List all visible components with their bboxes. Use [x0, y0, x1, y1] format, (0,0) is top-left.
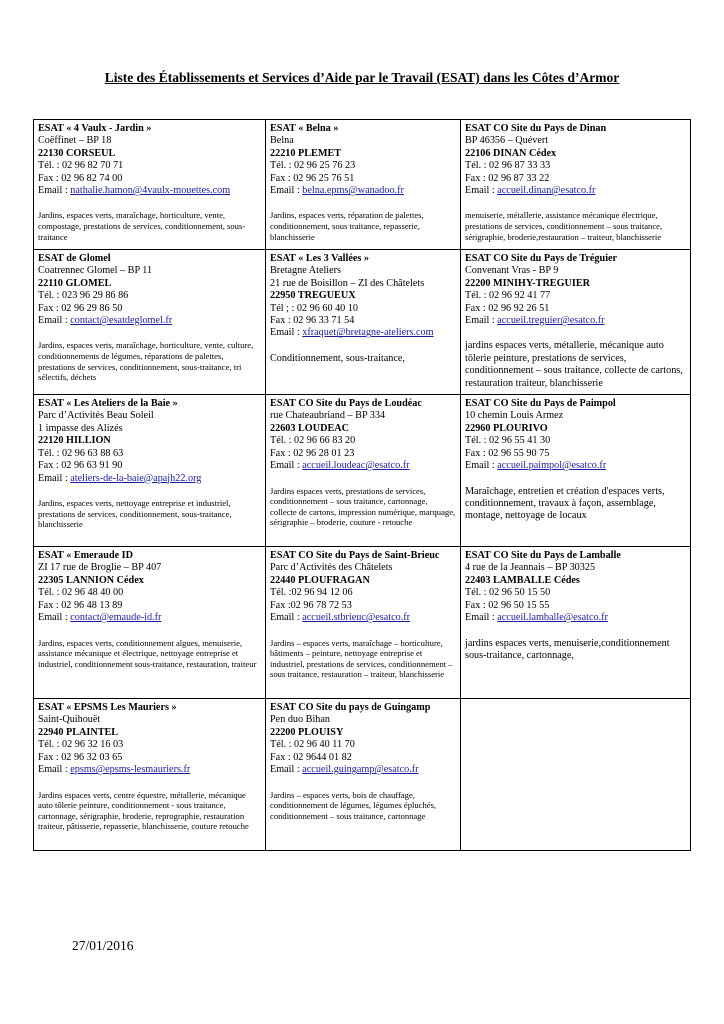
email-row — [465, 460, 686, 472]
address-line: Parc d’Activités des Châtelets — [270, 562, 393, 574]
postal-city: 22110 GLOMEL — [38, 277, 112, 289]
esat-cell — [266, 547, 461, 699]
email-link[interactable]: contact@esatdeglomel.fr — [70, 315, 173, 327]
activities-text: jardins espaces verts, métallerie, mécanique auto tôlerie peinture, prestations de services, conditionnement – sous traitance, collecte de cartons, restauration traiteur, blanchisserie — [465, 340, 683, 389]
email-row — [270, 612, 456, 624]
email-row — [270, 764, 456, 776]
activities-text: jardins espaces verts, menuiserie,conditionnement sous-traitance, cartonnage, — [465, 637, 670, 661]
address-line: Bretagne Ateliers — [270, 265, 342, 277]
email-label: Email : — [270, 460, 303, 472]
fax-number: Fax : 02 96 92 26 51 — [465, 302, 550, 314]
activities-text: Jardins, espaces verts, réparation de palettes, conditionnement, sous traitance, repasserie, blanchisserie — [270, 210, 424, 242]
email-link[interactable]: ateliers-de-la-baie@apajh22.org — [70, 472, 202, 484]
email-label: Email : — [465, 460, 498, 472]
activities-text: Jardins espaces verts, prestations de services, conditionnement – sous traitance, cartonnage, collecte de cartons, impression numérique, marquage, sérigraphie – broderie, couture - retouche — [270, 485, 456, 528]
phone-number: Tél. : 02 96 55 41 30 — [465, 435, 551, 447]
email-label: Email : — [38, 185, 71, 197]
email-row — [38, 473, 261, 485]
email-link[interactable]: accueil.treguier@esatco.fr — [497, 315, 605, 327]
phone-number: Tél. : 02 96 40 11 70 — [270, 739, 355, 751]
fax-number: Fax : 02 96 82 74 00 — [38, 172, 123, 184]
address-line: 21 rue de Boisillon – ZI des Châtelets — [270, 277, 425, 289]
esat-cell — [34, 120, 266, 250]
postal-city: 22960 PLOURIVO — [465, 422, 548, 434]
phone-number: Tél. : 023 96 29 86 86 — [38, 290, 129, 302]
fax-number: Fax : 02 9644 01 82 — [270, 751, 352, 763]
email-row — [270, 327, 456, 339]
email-link[interactable]: accueil.guingamp@esatco.fr — [302, 764, 419, 776]
phone-number: Tél. : 02 96 63 88 63 — [38, 447, 124, 459]
postal-city: 22603 LOUDEAC — [270, 422, 349, 434]
email-label: Email : — [270, 185, 303, 197]
postal-city: 22305 LANNION Cédex — [38, 574, 144, 586]
postal-city: 22440 PLOUFRAGAN — [270, 574, 370, 586]
table-row — [34, 547, 691, 699]
phone-number: Tél. : 02 96 32 16 03 — [38, 739, 124, 751]
activities-text: Jardins espaces verts, centre équestre, métallerie, mécanique auto tôlerie peinture, conditionnement - sous traitance, cartonnage, sérigraphie, broderie, reprographie, restauration traiteur, pâtisserie, repasserie, blanchisserie, couture retouche — [38, 789, 249, 832]
document-date: 27/01/2016 — [72, 938, 134, 953]
esat-name: ESAT de Glomel — [38, 253, 111, 264]
email-row — [38, 185, 261, 197]
email-row — [38, 764, 261, 776]
postal-city: 22200 PLOUISY — [270, 726, 344, 738]
fax-number: Fax : 02 96 87 33 22 — [465, 172, 550, 184]
postal-city: 22950 TREGUEUX — [270, 290, 356, 302]
activities-text: menuiserie, métallerie, assistance mécanique électrique, prestations de services, conditionnement – sous traitance, sérigraphie, broderie,restauration – traiteur, blanchisserie — [465, 210, 663, 242]
esat-name: ESAT CO Site du Pays de Lamballe — [465, 550, 621, 562]
esat-name: ESAT CO Site du Pays de Paimpol — [465, 398, 616, 410]
table-row — [34, 120, 691, 250]
esat-cell — [266, 699, 461, 851]
email-row — [38, 315, 261, 327]
address-line: 1 impasse des Alizés — [38, 422, 123, 434]
activities-text: Jardins, espaces verts, conditionnement algues, menuiserie, assistance mécanique et électrique, nettoyage entreprise et industriel, conditionnement sous-traitance, restauration, traiteur — [38, 637, 257, 669]
email-label: Email : — [38, 472, 71, 484]
phone-number: Tél. : 02 96 92 41 77 — [465, 290, 551, 302]
phone-number: Tél. : 02 96 50 15 50 — [465, 587, 551, 599]
phone-number: Tél. : 02 96 66 83 20 — [270, 435, 356, 447]
email-link[interactable]: accueil.stbrieuc@esatco.fr — [302, 612, 411, 624]
email-link[interactable]: nathalie.hamon@4vaulx-mouettes.com — [70, 185, 231, 197]
address-line: Saint-Quihouët — [38, 714, 101, 726]
email-label: Email : — [465, 185, 498, 197]
email-link[interactable]: accueil.paimpol@esatco.fr — [497, 460, 607, 472]
email-link[interactable]: accueil.dinan@esatco.fr — [497, 185, 596, 197]
address-line: rue Chateaubriand – BP 334 — [270, 410, 386, 422]
fax-number: Fax : 02 96 25 76 51 — [270, 172, 355, 184]
address-line: Coëffinet – BP 18 — [38, 135, 112, 147]
activities-text: Jardins – espaces verts, maraîchage – horticulture, bâtiments – peinture, nettoyage entreprise et industriel, prestations de services, conditionnement – sous traitance, restauration – traiteur, blanchisserie — [270, 637, 453, 680]
postal-city: 22403 LAMBALLE Cédes — [465, 574, 580, 586]
email-row — [270, 185, 456, 197]
phone-number: Tél ; : 02 96 60 40 10 — [270, 302, 359, 314]
address-line: 10 chemin Louis Armez — [465, 410, 564, 422]
email-label: Email : — [38, 764, 71, 776]
email-link[interactable]: accueil.lamballe@esatco.fr — [497, 612, 608, 624]
phone-number: Tél. : 02 96 82 70 71 — [38, 160, 124, 172]
fax-number: Fax : 02 96 50 15 55 — [465, 599, 550, 611]
email-link[interactable]: accueil.loudeac@esatco.fr — [302, 460, 410, 472]
esat-name: ESAT CO Site du Pays de Saint-Brieuc — [270, 550, 440, 562]
esat-cell — [34, 250, 266, 395]
email-label: Email : — [38, 612, 71, 624]
email-row — [270, 460, 456, 472]
esat-cell — [266, 250, 461, 395]
postal-city: 22210 PLEMET — [270, 147, 342, 159]
table-row — [34, 699, 691, 851]
esat-name: ESAT CO Site du Pays de Loudéac — [270, 398, 422, 410]
esat-name: ESAT « EPSMS Les Mauriers » — [38, 702, 177, 714]
esat-cell — [34, 547, 266, 699]
email-link[interactable]: xfraquet@bretagne-ateliers.com — [302, 327, 434, 339]
fax-number: Fax : 02 96 48 13 89 — [38, 599, 123, 611]
email-label: Email : — [270, 764, 303, 776]
phone-number: Tél. :02 96 94 12 06 — [270, 587, 353, 599]
email-row — [465, 612, 686, 624]
page-title: Liste des Établissements et Services d’Aide par le Travail (ESAT) dans les Côtes d’Armor — [104, 70, 620, 85]
email-row — [465, 315, 686, 327]
postal-city: 22120 HILLION — [38, 435, 111, 447]
address-line: BP 46356 – Quévert — [465, 135, 549, 147]
email-row — [38, 612, 261, 624]
esat-cell — [266, 395, 461, 547]
email-label: Email : — [270, 612, 303, 624]
activities-text: Maraîchage, entretien et création d'espaces verts, conditionnement, travaux à façon, assemblage, montage, nettoyage de locaux — [465, 485, 665, 522]
esat-cell — [461, 250, 691, 395]
address-line: Parc d’Activités Beau Soleil — [38, 410, 154, 422]
address-line: Belna — [270, 135, 294, 147]
table-row — [34, 395, 691, 547]
esat-cell — [461, 395, 691, 547]
esat-cell — [34, 395, 266, 547]
fax-number: Fax : 02 96 63 91 90 — [38, 460, 123, 472]
activities-text: Conditionnement, sous-traitance, — [270, 352, 405, 364]
esat-name: ESAT « Les Ateliers de la Baie » — [38, 398, 178, 410]
esat-name: ESAT « Belna » — [270, 123, 339, 134]
esat-name: ESAT « 4 Vaulx - Jardin » — [38, 123, 152, 134]
phone-number: Tél. : 02 96 87 33 33 — [465, 160, 551, 172]
postal-city: 22940 PLAINTEL — [38, 726, 119, 738]
email-label: Email : — [465, 315, 498, 327]
table-row — [34, 250, 691, 395]
phone-number: Tél. : 02 96 25 76 23 — [270, 160, 356, 172]
fax-number: Fax : 02 96 28 01 23 — [270, 447, 355, 459]
esat-name: ESAT CO Site du pays de Guingamp — [270, 702, 431, 714]
activities-text: Jardins – espaces verts, bois de chauffage, conditionnement de légumes, légumes épluchés, conditionnement – sous traitance, cartonnage — [270, 789, 437, 821]
fax-number: Fax : 02 96 55 90 75 — [465, 447, 550, 459]
fax-number: Fax :02 96 78 72 53 — [270, 599, 352, 611]
esat-table — [33, 119, 691, 851]
esat-cell — [461, 547, 691, 699]
activities-text: Jardins, espaces verts, maraîchage, horticulture, vente, compostage, prestations de services, conditionnement, sous-traitance — [38, 210, 246, 242]
esat-name: ESAT CO Site du Pays de Tréguier — [465, 253, 618, 264]
address-line: ZI 17 rue de Broglie – BP 407 — [38, 562, 162, 574]
fax-number: Fax : 02 96 29 86 50 — [38, 302, 123, 314]
postal-city: 22200 MINIHY-TREGUIER — [465, 277, 590, 289]
fax-number: Fax : 02 96 33 71 54 — [270, 315, 355, 327]
activities-text: Jardins, espaces verts, nettoyage entreprise et industriel, prestations de services, conditionnement, sous-traitance, blanchisserie — [38, 497, 232, 530]
email-link[interactable]: contact@emaude-id.fr — [70, 612, 162, 624]
address-line: 4 rue de la Jeannais – BP 30325 — [465, 562, 596, 574]
email-label: Email : — [38, 315, 71, 327]
esat-cell — [266, 120, 461, 250]
postal-city: 22106 DINAN Cédex — [465, 147, 557, 159]
fax-number: Fax : 02 96 32 03 65 — [38, 751, 123, 763]
esat-name: ESAT « Les 3 Vallées » — [270, 253, 369, 264]
email-link[interactable]: epsms@epsms-lesmauriers.fr — [70, 764, 191, 776]
email-row — [465, 185, 686, 197]
esat-cell — [34, 699, 266, 851]
email-label: Email : — [465, 612, 498, 624]
esat-cell — [461, 699, 691, 851]
address-line: Pen duo Bihan — [270, 714, 330, 726]
email-link[interactable]: belna.epms@wanadoo.fr — [302, 185, 404, 197]
phone-number: Tél. : 02 96 48 40 00 — [38, 587, 124, 599]
esat-name: ESAT « Emeraude ID — [38, 550, 133, 562]
esat-cell — [461, 120, 691, 250]
address-line: Coatrennec Glomel – BP 11 — [38, 265, 153, 277]
address-line: Convenant Vras - BP 9 — [465, 265, 559, 277]
activities-text: Jardins, espaces verts, maraîchage, horticulture, vente, culture, conditionnements de légumes, réparations de palettes, prestations de services, conditionnement, sous-traitance, tri sélectifs, déchets — [38, 340, 254, 383]
esat-name: ESAT CO Site du Pays de Dinan — [465, 123, 607, 134]
postal-city: 22130 CORSEUL — [38, 147, 116, 159]
email-label: Email : — [270, 327, 303, 339]
